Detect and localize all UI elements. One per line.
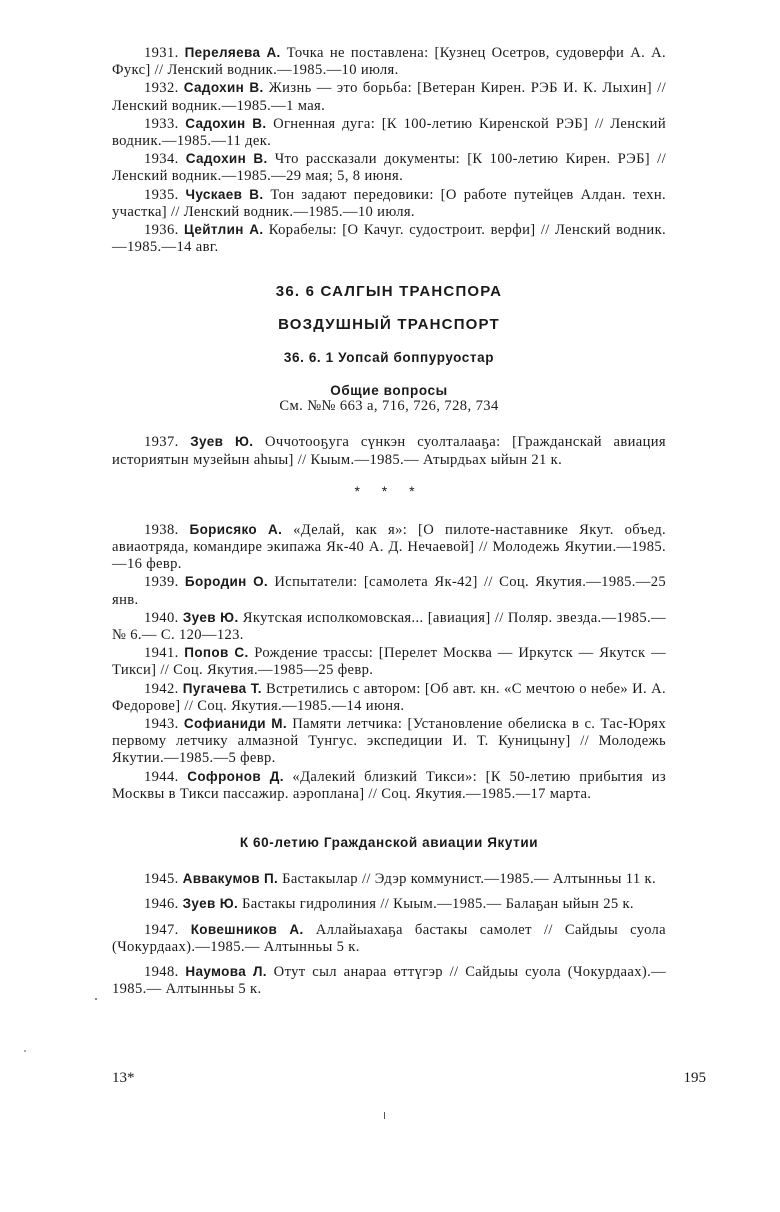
entry-number: 1934. (144, 151, 179, 168)
separator-asterisks: * * * (354, 482, 424, 499)
bib-entry-1935 (112, 186, 666, 221)
entry-author: Чускаев В. (185, 186, 264, 202)
entry-number: 1931. (144, 45, 179, 61)
entry-text: Бастакы гидролиния // Кыым.—1985.— Балаҕан ыйын 25 к. (238, 896, 634, 913)
entry-text: Испытатели: [самолета Як-42] // Соц. Якутия.—1985.—25 янв. (112, 574, 667, 608)
scan-artifact-mark (384, 1112, 385, 1119)
entry-text: Бастакылар // Эдэр коммунист.—1985.— Алтынньы 11 к. (278, 871, 656, 888)
entry-text: Жизнь — это борьба: [Ветеран Кирен. РЭБ И. К. Лыхин] // Ленский водник.—1985.—1 мая. (112, 80, 666, 114)
entry-number: 1943. (144, 716, 179, 733)
section-heading-ru: ВОЗДУШНЫЙ ТРАНСПОРТ (278, 316, 500, 334)
bib-entry-1945 (112, 870, 666, 888)
entry-author: Садохин В. (183, 80, 264, 96)
entry-text: Точка не поставлена: [Кузнец Осетров, судоверфи А. А. Фукс] // Ленский водник.—1985.—10 июля. (112, 45, 667, 79)
entry-author: Софианиди М. (183, 716, 288, 732)
entry-author: Борисяко А. (189, 521, 283, 537)
see-also-reference: См. №№ 663 а, 716, 726, 728, 734 (279, 398, 499, 415)
entry-text: Рождение трассы: [Перелет Москва — Иркутск — Якутск — Тикси] // Соц. Якутия.—1985—25 февр. (112, 645, 667, 679)
entry-number: 1948. (144, 963, 179, 980)
entry-number: 1932. (144, 80, 179, 97)
entry-author: Софронов Д. (187, 768, 284, 784)
bib-entry-1938 (112, 521, 666, 574)
entry-author: Попов С. (184, 645, 249, 661)
entry-text: «Делай, как я»: [О пилоте-наставнике Якут. объед. авиаотряда, командире экипажа Як-40 А. Д. Нечаевой] // Молодежь Якутии.—1985.—16 февр. (112, 521, 667, 573)
bib-entry-1946 (112, 895, 666, 913)
bib-entry-1931 (112, 44, 666, 79)
entry-text: Корабелы: [О Качуг. судостроит. верфи] // Ленский водник.—1985.—14 авг. (112, 222, 667, 256)
scan-artifact-dot (95, 998, 97, 1000)
bib-entry-1942 (112, 680, 666, 715)
entry-text: Тон задают передовики: [О работе путейцев Алдан. техн. участка] // Ленский водник.—1985.—10 июля. (112, 186, 666, 220)
subsection-heading: 36. 6. 1 Уопсай боппуруостар (283, 350, 495, 366)
signature-mark: 13* (112, 1070, 135, 1086)
bib-entry-1939 (112, 573, 666, 608)
bib-entry-1933 (112, 115, 666, 150)
bib-entry-1943 (112, 715, 666, 768)
general-questions-heading: Общие вопросы (330, 383, 448, 399)
entry-text: Памяти летчика: [Установление обелиска в с. Тас-Юрях первому летчику алмазной Тунгус. экспедиции И. Т. Куницыну] // Молодежь Якутии.—1985.—5 февр. (112, 716, 667, 767)
entry-number: 1940. (144, 609, 179, 626)
bib-entry-1948 (112, 963, 666, 998)
entry-author: Зуев Ю. (190, 434, 254, 450)
scan-artifact-dot (24, 1050, 26, 1052)
entry-author: Переляева А. (184, 45, 281, 60)
entry-text: «Далекий близкий Тикси»: [К 50-летию прибытия из Москвы в Тикси пассажир. аэроплана] // Соц. Якутия.—1985.—17 марта. (112, 768, 666, 802)
page-number: 195 (683, 1070, 706, 1086)
entry-number: 1935. (144, 186, 179, 203)
entries-mid (112, 521, 666, 803)
entry-number: 1938. (144, 521, 179, 538)
entry-number: 1936. (144, 222, 179, 239)
entry-number: 1944. (144, 768, 179, 785)
entry-author: Наумова Л. (185, 963, 267, 979)
entries-bottom (112, 870, 666, 998)
bib-entry-1934 (112, 150, 666, 185)
bib-entry-1941 (112, 644, 666, 679)
bib-entry-1937 (112, 433, 666, 468)
entry-author: Ковешников А. (190, 921, 304, 937)
entry-number: 1937. (144, 434, 179, 451)
entry-number: 1947. (144, 921, 179, 938)
entry-text: Огненная дуга: [К 100-летию Киренской РЭБ] // Ленский водник.—1985.—11 дек. (112, 115, 666, 150)
entry-number: 1945. (144, 871, 179, 888)
bib-entry-1932 (112, 79, 666, 114)
bib-entry-1944 (112, 768, 666, 803)
bib-entry-1940 (112, 609, 666, 644)
entry-number: 1946. (144, 896, 179, 913)
anniversary-heading: К 60-летию Гражданской авиации Якутии (239, 835, 539, 851)
entry-text: Встретились с автором: [Об авт. кн. «С мечтою о небе» И. А. Федорове] // Соц. Якутия.—1985.—14 июня. (112, 680, 667, 714)
document-page (112, 44, 666, 998)
entry-text: Аллайыахаҕа бастакы самолет // Сайдыы суола (Чокурдаах).—1985.— Алтынньы 5 к. (112, 921, 667, 955)
entry-author: Пугачева Т. (182, 680, 262, 696)
entry-number: 1933. (144, 115, 179, 132)
page-footer (112, 1070, 706, 1087)
entry-author: Садохин В. (185, 115, 267, 131)
entry-author: Зуев Ю. (182, 896, 239, 912)
entry-author: Садохин В. (185, 151, 268, 167)
entry-author: Цейтлин А. (183, 222, 264, 238)
entry-number: 1939. (144, 574, 179, 591)
entries-top (112, 44, 666, 256)
entry-number: 1941. (144, 645, 179, 662)
bib-entry-1936 (112, 221, 666, 256)
entry-author: Зуев Ю. (182, 609, 239, 625)
bib-entry-1947 (112, 921, 666, 956)
entry-text: Отут сыл анараа өттүгэр // Сайдыы суола (Чокурдаах).—1985.— Алтынньы 5 к. (112, 963, 667, 998)
entry-text: Якутская исполкомовская... [авиация] // Поляр. звезда.—1985.— № 6.— С. 120—123. (112, 609, 666, 644)
entry-text: Оччотооҕуга сүнкэн суолталааҕа: [Гражданскай авиация историятын музейын аһыы] // Кыым.—1985.— Атырдьах ыйын 21 к. (112, 434, 666, 468)
entry-author: Бородин О. (184, 574, 269, 590)
section-heading: 36. 6 САЛГЫН ТРАНСПОРА (275, 283, 503, 301)
entry-author: Аввакумов П. (182, 871, 279, 887)
entry-text: Что рассказали документы: [К 100-летию Кирен. РЭБ] // Ленский водник.—1985.—29 мая; 5, 8 июня. (112, 151, 666, 185)
entry-number: 1942. (144, 680, 179, 697)
